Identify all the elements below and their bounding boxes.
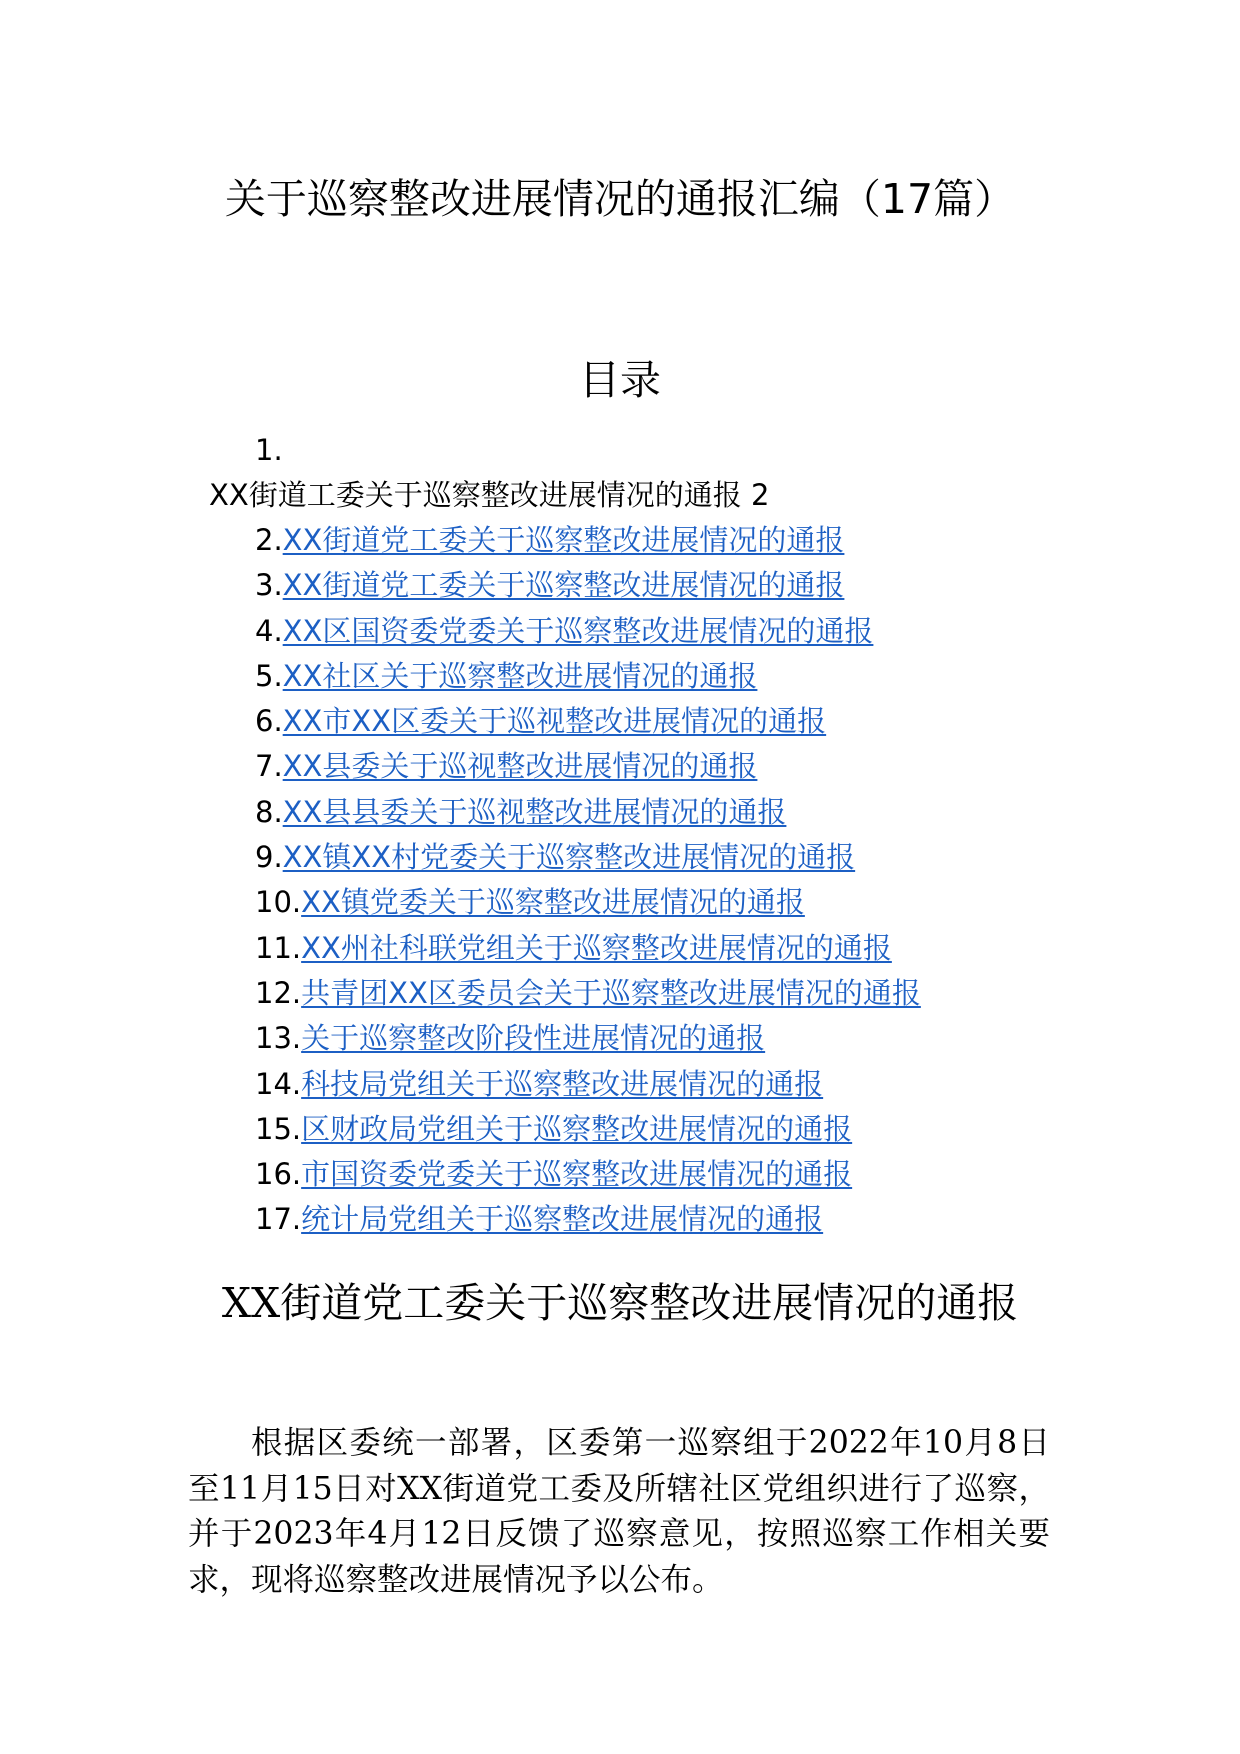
toc-item bbox=[0, 835, 1240, 880]
toc-item bbox=[0, 1197, 1240, 1242]
toc-item-number: 3. bbox=[255, 568, 283, 603]
toc-item-number: 15. bbox=[255, 1111, 302, 1146]
toc-link[interactable]: 关于巡察整改阶段性进展情况的通报 bbox=[301, 1021, 766, 1056]
toc-item bbox=[0, 880, 1240, 925]
toc-item bbox=[0, 563, 1240, 608]
toc-item-number: 13. bbox=[255, 1021, 302, 1056]
toc-item-number: 5. bbox=[255, 658, 283, 693]
toc-item-number: 1. bbox=[255, 433, 283, 467]
toc-item bbox=[0, 1062, 1240, 1107]
toc-link[interactable]: XX州社科联党组关于巡察整改进展情况的通报 bbox=[301, 930, 892, 965]
section-title: XX街道党工委关于巡察整改进展情况的通报 bbox=[221, 1279, 1019, 1327]
toc-link[interactable]: 统计局党组关于巡察整改进展情况的通报 bbox=[301, 1202, 824, 1237]
toc-item bbox=[0, 1107, 1240, 1152]
toc-item-number: 9. bbox=[255, 840, 283, 875]
toc-link[interactable]: XX街道党工委关于巡察整改进展情况的通报 bbox=[282, 568, 845, 603]
toc-item bbox=[0, 926, 1240, 971]
toc-link[interactable]: XX市XX区委关于巡视整改进展情况的通报 bbox=[282, 704, 827, 739]
table-of-contents bbox=[0, 428, 1240, 1243]
toc-link[interactable]: XX街道党工委关于巡察整改进展情况的通报 bbox=[282, 523, 845, 557]
toc-item-number: 4. bbox=[255, 613, 283, 648]
toc-item bbox=[0, 654, 1240, 699]
toc-item-number: 10. bbox=[255, 885, 302, 920]
toc-item bbox=[0, 1016, 1240, 1061]
toc-link[interactable]: XX镇党委关于巡察整改进展情况的通报 bbox=[301, 885, 805, 920]
toc-link[interactable]: 科技局党组关于巡察整改进展情况的通报 bbox=[301, 1066, 824, 1101]
toc-link[interactable]: XX县委关于巡视整改进展情况的通报 bbox=[282, 749, 758, 784]
toc-item-number: 7. bbox=[255, 749, 283, 784]
document-title: 关于巡察整改进展情况的通报汇编（17篇） bbox=[224, 175, 1016, 223]
toc-link[interactable]: 区财政局党组关于巡察整改进展情况的通报 bbox=[301, 1111, 853, 1146]
toc-link[interactable]: XX镇XX村党委关于巡察整改进展情况的通报 bbox=[282, 840, 856, 875]
toc-item bbox=[0, 699, 1240, 744]
toc-item-number: 12. bbox=[255, 975, 302, 1010]
toc-item-number: 14. bbox=[255, 1066, 302, 1101]
toc-item bbox=[0, 790, 1240, 835]
toc-link[interactable]: XX区国资委党委关于巡察整改进展情况的通报 bbox=[282, 613, 874, 648]
body-paragraph: 根据区委统一部署，区委第一巡察组于2022年10月8日至11月15日对XX街道党工委及所辖社区党组织进行了巡察，并于2023年4月12日反馈了巡察意见，按照巡察工作相关要求，现将巡察整改进展情况予以公布。 bbox=[188, 1425, 1050, 1598]
toc-link[interactable]: XX县县委关于巡视整改进展情况的通报 bbox=[282, 794, 787, 829]
toc-link[interactable]: 市国资委党委关于巡察整改进展情况的通报 bbox=[301, 1157, 853, 1192]
toc-item bbox=[0, 428, 1240, 518]
toc-item bbox=[0, 971, 1240, 1016]
toc-item-number: 17. bbox=[255, 1202, 302, 1237]
toc-heading: 目录 bbox=[579, 356, 661, 404]
toc-item-number: 6. bbox=[255, 704, 283, 739]
toc-item-number: 2. bbox=[255, 523, 283, 557]
toc-link[interactable]: XX社区关于巡察整改进展情况的通报 bbox=[282, 658, 758, 693]
toc-link[interactable]: 共青团XX区委员会关于巡察整改进展情况的通报 bbox=[301, 975, 921, 1010]
toc-item bbox=[0, 744, 1240, 789]
toc-item-number: 16. bbox=[255, 1157, 302, 1192]
toc-item bbox=[0, 518, 1240, 563]
toc-item bbox=[0, 1152, 1240, 1197]
toc-item-text: XX街道工委关于巡察整改进展情况的通报 2 bbox=[209, 478, 770, 512]
toc-item bbox=[0, 609, 1240, 654]
toc-item-number: 8. bbox=[255, 794, 283, 829]
toc-item-number: 11. bbox=[255, 930, 302, 965]
